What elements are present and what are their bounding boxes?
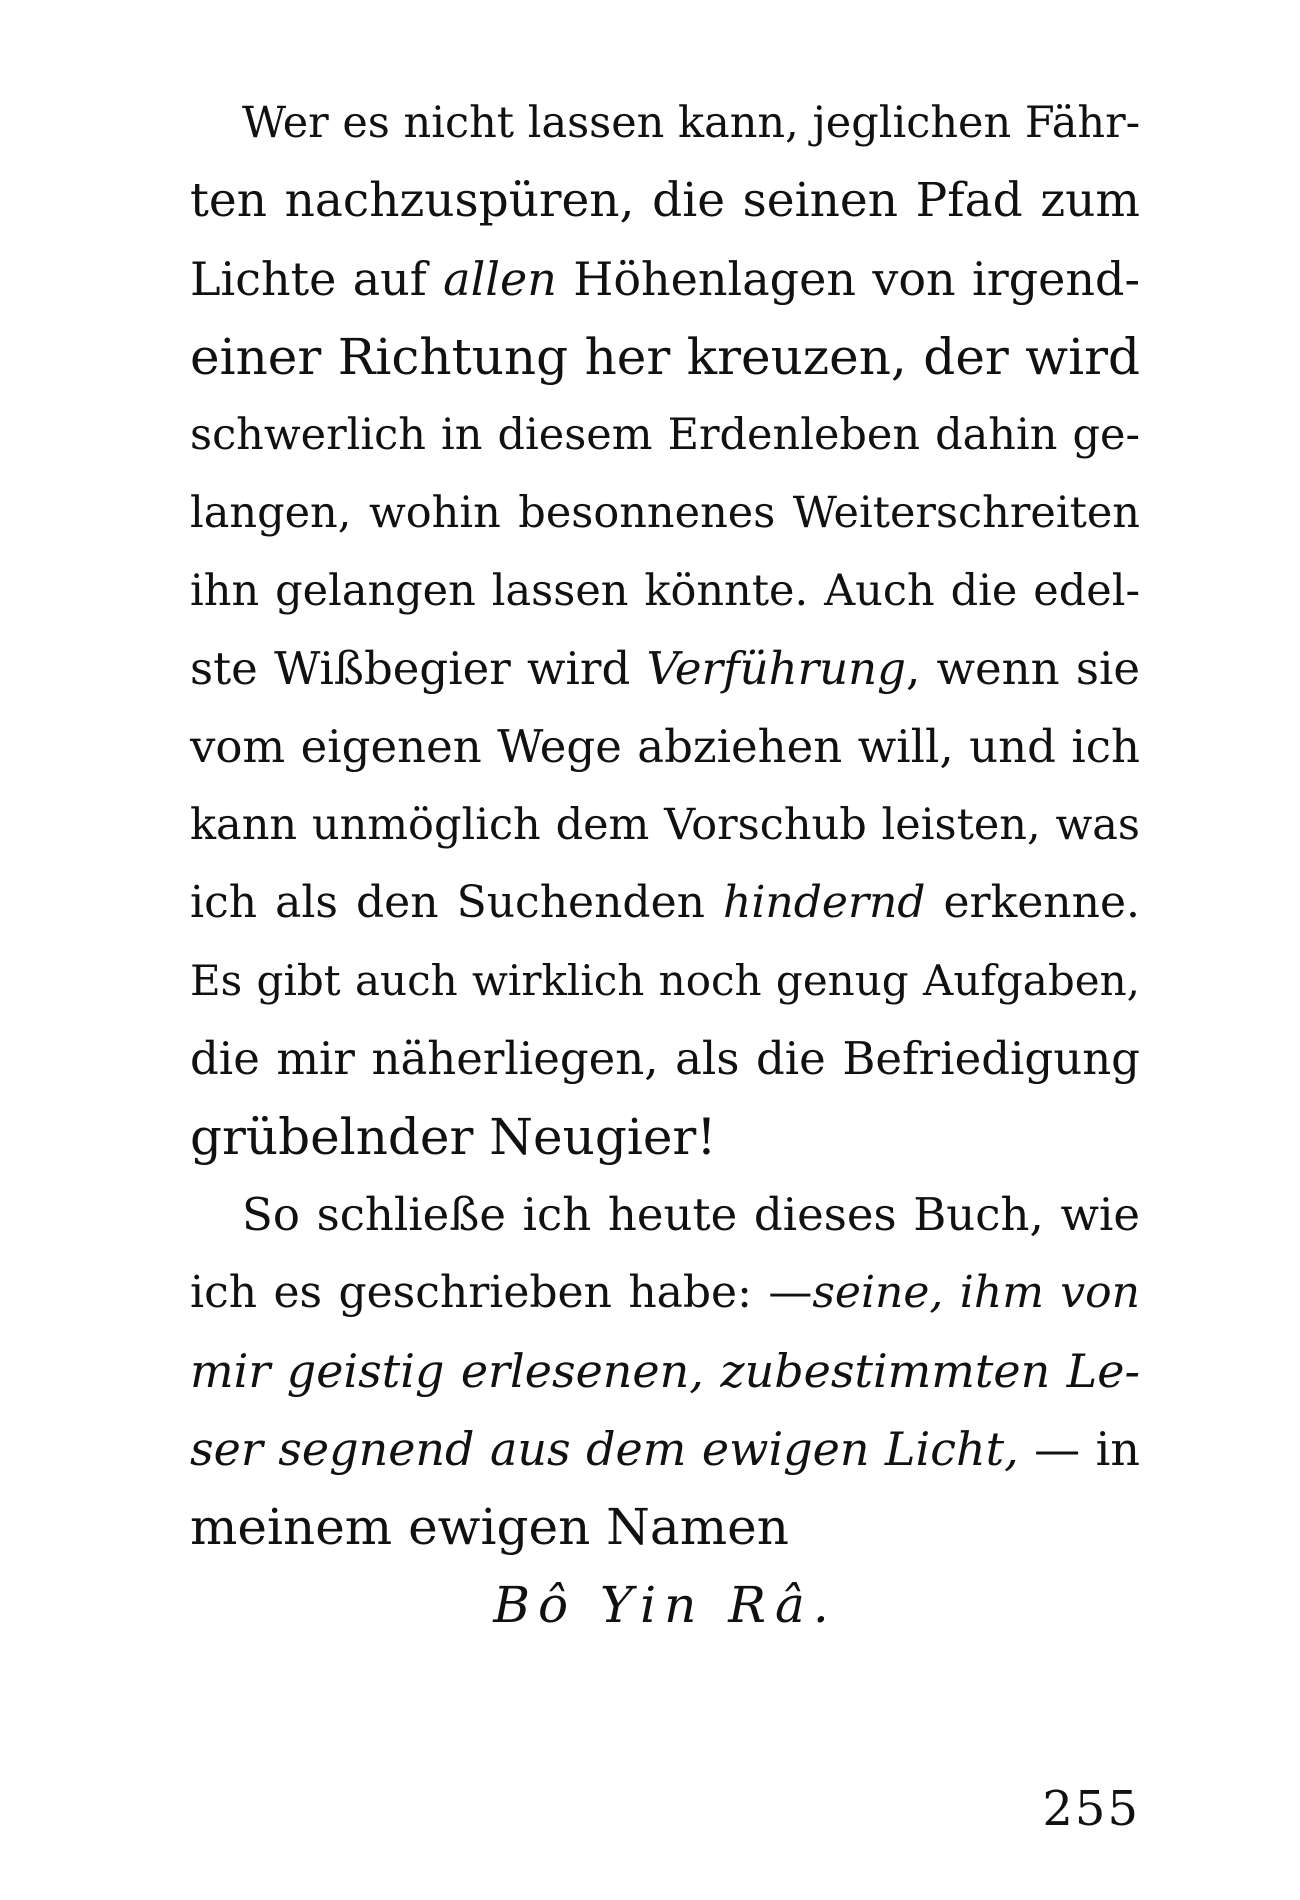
text-line xyxy=(190,1332,1140,1410)
text-line xyxy=(190,474,1140,552)
text-run: die mir näherliegen, als die Befriedigung xyxy=(190,1032,1140,1085)
text-run: vom eigenen Wege abziehen will, und ich xyxy=(190,720,1140,773)
text-run: ihn gelangen lassen könnte. Auch die edel- xyxy=(190,566,1140,616)
text-line xyxy=(190,1410,1140,1488)
italic-emphasis: mir geistig erlesenen, zubestimmten Le- xyxy=(190,1344,1140,1398)
text-run: Es gibt auch wirklich noch genug Aufgaben, xyxy=(190,956,1140,1005)
italic-emphasis: allen xyxy=(443,252,557,306)
page-number: 255 xyxy=(1042,1781,1140,1837)
text-run: erkenne. xyxy=(925,877,1140,928)
text-run: So schließe ich heute dieses Buch, wie xyxy=(242,1188,1140,1241)
text-line xyxy=(190,240,1140,318)
text-run: einer Richtung her kreuzen, der wird xyxy=(190,328,1140,386)
text-run: Höhenlagen von irgend- xyxy=(556,252,1140,306)
text-run: schwerlich in diesem Erdenleben dahin ge- xyxy=(190,410,1140,460)
text-line xyxy=(190,1488,1140,1566)
text-line xyxy=(190,864,1140,942)
text-line xyxy=(190,396,1140,474)
text-run: ich als den Suchenden xyxy=(190,877,723,928)
text-line xyxy=(190,1176,1140,1254)
text-line xyxy=(190,84,1140,162)
text-line xyxy=(190,630,1140,708)
text-line xyxy=(190,552,1140,630)
author-signature: Bô Yin Râ. xyxy=(493,1576,837,1634)
text-run: ich es geschrieben habe: — xyxy=(190,1267,813,1318)
text-line xyxy=(190,318,1140,396)
text-line xyxy=(190,162,1140,240)
text-line xyxy=(190,1254,1140,1332)
book-page xyxy=(190,84,1140,1844)
text-line xyxy=(190,786,1140,864)
italic-emphasis: seine, ihm von xyxy=(812,1267,1140,1318)
text-line xyxy=(190,942,1140,1020)
text-line xyxy=(190,1098,1140,1176)
text-line xyxy=(190,1020,1140,1098)
text-run: meinem ewigen Namen xyxy=(190,1498,789,1556)
text-run: langen, wohin besonnenes Weiterschreiten xyxy=(190,488,1140,538)
italic-emphasis: Verführung xyxy=(646,642,906,695)
text-run: — in xyxy=(1018,1422,1140,1476)
italic-emphasis: hindernd xyxy=(722,877,926,928)
italic-emphasis: ser segnend aus dem ewigen Licht, xyxy=(190,1422,1019,1476)
text-run: grübelnder Neugier! xyxy=(190,1108,717,1166)
text-run: Wer es nicht lassen kann, jeglichen Fähr- xyxy=(242,98,1141,148)
text-run: ten nachzuspüren, die seinen Pfad zum xyxy=(190,173,1140,228)
text-run: Lichte auf xyxy=(190,252,444,306)
text-run: kann unmöglich dem Vorschub leisten, was xyxy=(190,800,1140,850)
text-run: , wenn sie xyxy=(905,642,1140,695)
text-run: ste Wißbegier wird xyxy=(190,642,647,695)
text-line xyxy=(190,708,1140,786)
